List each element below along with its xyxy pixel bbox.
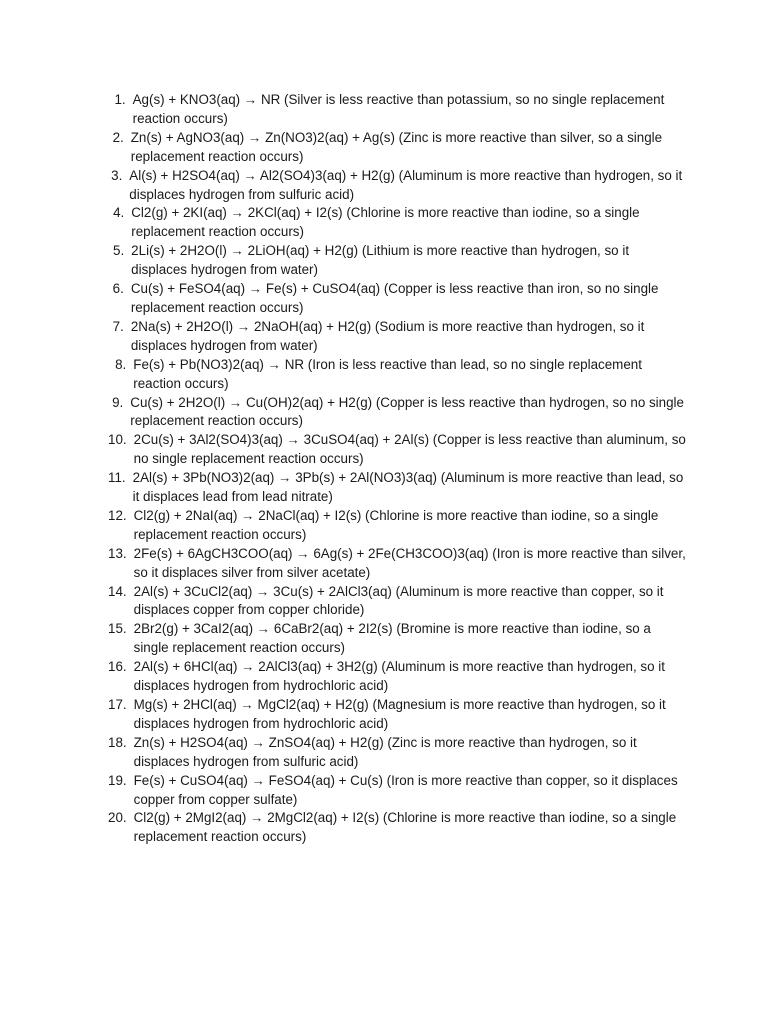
list-item-number: 11. xyxy=(108,470,126,486)
list-item-text: 2Al(s) + 3CuCl2(aq) → 3Cu(s) + 2AlCl3(aq) (Aluminum is more reactive than copper, so it displaces copper from copper chloride) xyxy=(133,583,664,618)
list-item-text: Cl2(g) + 2KI(aq) → 2KCl(aq) + I2(s) (Chlorine is more reactive than iodine, so a single replacement reaction occurs) xyxy=(131,205,640,240)
list-item-text: Fe(s) + Pb(NO3)2(aq) → NR (Iron is less reactive than lead, so no single replacement reaction occurs) xyxy=(133,356,642,391)
list-item-text: 2Fe(s) + 6AgCH3COO(aq) → 6Ag(s) + 2Fe(CH3COO)3(aq) (Iron is more reactive than silver, so it displaces silver from silver acetate) xyxy=(133,545,686,580)
list-item-number: 16. xyxy=(108,659,127,675)
list-item-text: Fe(s) + CuSO4(aq) → FeSO4(aq) + Cu(s) (Iron is more reactive than copper, so it displaces copper from copper sulfate) xyxy=(133,772,678,807)
list-item xyxy=(108,204,688,242)
list-item xyxy=(108,583,688,621)
list-item-text: 2Na(s) + 2H2O(l) → 2NaOH(aq) + H2(g) (Sodium is more reactive than hydrogen, so it displaces hydrogen from water) xyxy=(130,318,645,353)
list-item xyxy=(108,356,688,394)
list-item-text: Zn(s) + H2SO4(aq) → ZnSO4(aq) + H2(g) (Zinc is more reactive than hydrogen, so it displaces hydrogen from sulfuric acid) xyxy=(133,734,637,769)
list-item xyxy=(108,394,688,432)
list-item xyxy=(108,772,688,810)
list-item-text: Cu(s) + FeSO4(aq) → Fe(s) + CuSO4(aq) (Copper is less reactive than iron, so no single replacement reaction occurs) xyxy=(130,281,659,315)
list-item-text: Cl2(g) + 2NaI(aq) → 2NaCl(aq) + I2(s) (Chlorine is more reactive than iodine, so a single replacement reaction occurs) xyxy=(133,507,659,542)
list-item xyxy=(108,658,688,696)
list-item-number: 5. xyxy=(113,243,125,259)
list-item-number: 9. xyxy=(112,394,124,410)
list-item-number: 2. xyxy=(112,129,124,145)
list-item xyxy=(108,507,688,545)
list-item xyxy=(108,242,688,280)
list-item-text: Mg(s) + 2HCl(aq) → MgCl2(aq) + H2(g) (Magnesium is more reactive than hydrogen, so it displaces hydrogen from hydrochloric acid) xyxy=(133,697,666,731)
list-item xyxy=(108,696,688,734)
list-item-text: Al(s) + H2SO4(aq) → Al2(SO4)3(aq) + H2(g) (Aluminum is more reactive than hydrogen, so it displaces hydrogen from sulfuric acid) xyxy=(129,167,683,202)
list-item xyxy=(108,545,688,583)
list-item-number: 6. xyxy=(112,281,124,297)
list-item xyxy=(108,734,688,772)
list-item xyxy=(108,809,688,847)
list-item xyxy=(108,167,688,205)
list-item-number: 13. xyxy=(108,545,127,561)
list-item-number: 3. xyxy=(111,167,123,183)
list-item-number: 4. xyxy=(113,205,125,221)
list-item-number: 8. xyxy=(115,356,127,372)
list-item-text: 2Cu(s) + 3Al2(SO4)3(aq) → 3CuSO4(aq) + 2Al(s) (Copper is less reactive than aluminum, so no single replacement reaction occurs) xyxy=(133,432,686,467)
list-item-text: Zn(s) + AgNO3(aq) → Zn(NO3)2(aq) + Ag(s) (Zinc is more reactive than silver, so a single replacement reaction occurs) xyxy=(130,129,663,164)
reaction-list xyxy=(108,91,688,847)
list-item-number: 15. xyxy=(108,621,127,637)
list-item xyxy=(108,431,688,469)
list-item-text: 2Al(s) + 3Pb(NO3)2(aq) → 3Pb(s) + 2Al(NO3)3(aq) (Aluminum is more reactive than lead, so it displaces lead from lead nitrate) xyxy=(132,470,684,505)
list-item xyxy=(108,91,688,129)
list-item-text: Cl2(g) + 2MgI2(aq) → 2MgCl2(aq) + I2(s) (Chlorine is more reactive than iodine, so a single replacement reaction occurs) xyxy=(133,810,677,845)
list-item-number: 19. xyxy=(108,772,127,788)
list-item-number: 20. xyxy=(108,810,127,826)
list-item xyxy=(108,469,688,507)
list-item xyxy=(108,280,688,318)
list-item-text: 2Li(s) + 2H2O(l) → 2LiOH(aq) + H2(g) (Lithium is more reactive than hydrogen, so it displaces hydrogen from water) xyxy=(131,243,630,278)
list-item-number: 10. xyxy=(108,432,127,448)
list-item xyxy=(108,620,688,658)
list-item-number: 7. xyxy=(112,318,124,334)
list-item-text: Cu(s) + 2H2O(l) → Cu(OH)2(aq) + H2(g) (Copper is less reactive than hydrogen, so no single replacement reaction occurs) xyxy=(130,394,684,429)
list-item-number: 14. xyxy=(108,583,127,599)
list-item-number: 1. xyxy=(114,92,126,107)
list-item-text: Ag(s) + KNO3(aq) → NR (Silver is less reactive than potassium, so no single replacement reaction occurs) xyxy=(132,92,665,126)
list-item-text: 2Al(s) + 6HCl(aq) → 2AlCl3(aq) + 3H2(g) (Aluminum is more reactive than hydrogen, so it displaces hydrogen from hydrochloric acid) xyxy=(133,659,665,694)
list-item xyxy=(108,318,688,356)
list-item xyxy=(108,129,688,167)
list-item-text: 2Br2(g) + 3CaI2(aq) → 6CaBr2(aq) + 2I2(s) (Bromine is more reactive than iodine, so a single replacement reaction occurs) xyxy=(133,621,651,656)
list-item-number: 12. xyxy=(108,507,127,523)
list-item-number: 18. xyxy=(108,734,127,750)
list-item-number: 17. xyxy=(108,697,127,712)
